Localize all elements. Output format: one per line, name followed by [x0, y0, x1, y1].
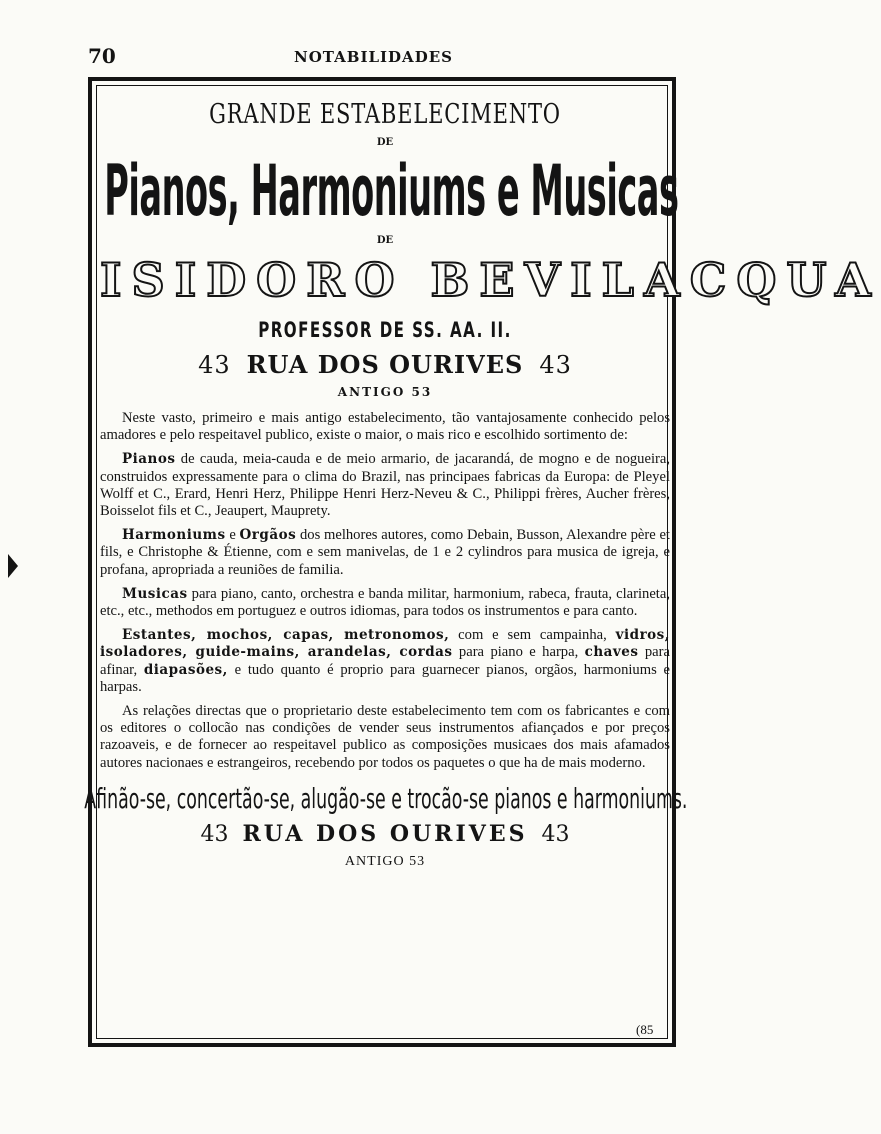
reference-number: (85 — [636, 1022, 654, 1037]
address-number-right: 43 — [539, 351, 572, 379]
margin-arrow-mark — [8, 554, 18, 578]
ad-professor: PROFESSOR DE SS. AA. II. — [258, 318, 512, 342]
running-head: NOTABILIDADES — [294, 48, 453, 66]
conjunction-e: e — [225, 527, 240, 544]
text-c: para afinar, — [100, 644, 670, 678]
address2-number-left: 43 — [200, 821, 229, 847]
page-number: 70 — [88, 44, 116, 68]
keyword-musicas: Musicas — [122, 585, 188, 602]
keyword-harmoniums: Harmoniums — [122, 527, 226, 544]
keyword-estantes: Estantes, mochos, capas, metronomos, — [122, 627, 450, 644]
ad-address-2 — [100, 820, 670, 849]
ad-body — [100, 410, 670, 772]
paragraph-harmoniums-text: dos melhores autores, como Debain, Busson, Alexandre père et fils, e Christophe & Étienne, com e sem manivelas, de 1 e 2 cylindros para musica de igreja, e profana, apropriada a reuniões de familia. — [100, 527, 670, 578]
paragraph-musicas-text: para piano, canto, orchestra e banda militar, harmonium, rabeca, frauta, clarineta, etc., etc., methodos em portuguez e outros idiomas, para todos os instrumentos e para canto. — [100, 585, 670, 620]
paragraph-harmoniums — [100, 527, 670, 579]
ad-de-2: DE — [376, 235, 394, 246]
paragraph-musicas — [100, 586, 670, 620]
text-a: com e sem campainha, — [449, 627, 616, 644]
address2-street: RUA DOS OURIVES — [242, 820, 528, 847]
advertisement — [84, 88, 881, 871]
ad-address — [100, 350, 670, 380]
ad-antigo: ANTIGO 53 — [337, 385, 433, 399]
keyword-chaves: chaves — [584, 644, 639, 661]
paragraph-relations: As relações directas que o proprietario deste estabelecimento tem com os fabricantes e com os editores o collocão nas condições de vender seus instrumentos afiançados e por preços razoaveis, e de fornecer ao respeitavel publico as composições musicaes dos mais afamados autores nacionaes e estrangeiros, recebendo por todos os paquetes o que ha de mais moderno. — [100, 703, 670, 771]
ad-proprietor: ISIDORO BEVILACQUA — [100, 253, 881, 307]
text-d: e tudo quanto é proprio para guarnecer pianos, orgãos, harmoniums e harpas. — [100, 661, 670, 695]
ad-title: Pianos, Harmoniums e Musicas — [104, 150, 679, 232]
keyword-diapasoes: diapasões, — [143, 661, 228, 678]
paragraph-intro: Neste vasto, primeiro e mais antigo estabelecimento, tão vantajosamente conhecido pelos amadores e pelo respeitavel publico, existe o maior, o mais rico e escolhido sortimento de: — [100, 410, 670, 444]
ad-antigo-2: ANTIGO 53 — [344, 853, 426, 869]
keyword-vidros: vidros, isoladores, guide-mains, arandelas, cordas — [100, 627, 670, 661]
keyword-pianos: Pianos — [122, 451, 176, 468]
address-street: RUA DOS OURIVES — [246, 350, 524, 379]
text-b: para piano e harpa, — [452, 644, 585, 661]
paragraph-pianos-text: de cauda, meia-cauda e de meio armario, de jacarandá, de mogno e de nogueira, construidos expressamente para o clima do Brazil, nas principaes fabricas da Europa: de Pleyel Wolff et C., Erard, Henri Herz, Philippe Henri Herz-Neveu & C., Philippi frères, Aucher frères, Boisselot fils et C., Jeaupert, Mauprety. — [100, 451, 670, 520]
ad-de-1: DE — [376, 137, 394, 148]
address2-number-right: 43 — [541, 821, 570, 847]
ad-heading: GRANDE ESTABELECIMENTO — [209, 99, 561, 130]
paragraph-pianos — [100, 451, 670, 520]
address-number-left: 43 — [198, 351, 231, 379]
ad-services: Afinão-se, concertão-se, alugão-se e trocão-se pianos e harmoniums. — [84, 781, 688, 815]
keyword-orgaos: Orgãos — [239, 527, 297, 544]
paragraph-accessories — [100, 627, 670, 696]
